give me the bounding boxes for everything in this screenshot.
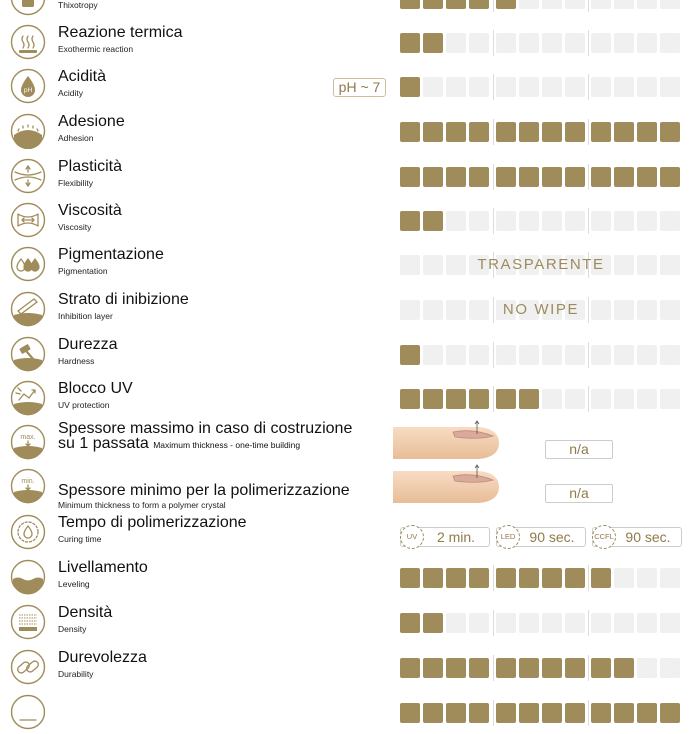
level-segment: [637, 658, 657, 678]
level-segment: [400, 703, 420, 723]
level-segment: [637, 122, 657, 142]
density-icon: [10, 604, 46, 640]
property-title: Blocco UV: [58, 380, 133, 397]
property-subtitle: Flexibility: [58, 178, 93, 188]
property-title: Strato di inibizione: [58, 291, 189, 308]
level-segment: [469, 613, 489, 633]
property-title: Adesione: [58, 113, 125, 130]
level-segment: [496, 0, 516, 9]
level-segment: [542, 345, 562, 365]
level-segment: [469, 122, 489, 142]
level-segment: [519, 211, 539, 231]
fingernail-illustration: [393, 420, 503, 462]
property-value-text: TRASPARENTE: [477, 256, 605, 273]
level-segment: [519, 613, 539, 633]
property-subtitle: Minimum thickness to form a polymer crystal: [58, 500, 226, 510]
level-segment: [469, 568, 489, 588]
property-title: Reazione termica: [58, 24, 183, 41]
group-divider: [588, 565, 589, 591]
group-divider: [588, 119, 589, 145]
level-segment: [565, 389, 585, 409]
property-title: Densità: [58, 604, 113, 621]
group-divider: [588, 208, 589, 234]
property-row-tixotropia: [0, 0, 700, 20]
max-thickness-icon: [10, 424, 46, 460]
level-segment: [423, 211, 443, 231]
group-divider: [493, 342, 494, 368]
level-segment: [446, 122, 466, 142]
level-segment: [469, 33, 489, 53]
level-segment: [542, 77, 562, 97]
property-subtitle: Exothermic reaction: [58, 44, 134, 54]
group-divider: [588, 610, 589, 636]
level-segment: [469, 658, 489, 678]
level-segment: [565, 568, 585, 588]
level-segment: [423, 345, 443, 365]
level-segment: [446, 568, 466, 588]
fingernail-illustration: [393, 464, 503, 506]
level-segment: [660, 389, 680, 409]
group-divider: [588, 386, 589, 412]
level-segment: [400, 345, 420, 365]
level-segment: [542, 211, 562, 231]
level-segment: [614, 77, 634, 97]
curing-time-value: 90 sec.: [529, 529, 575, 545]
level-segment: [614, 122, 634, 142]
level-segment: [469, 211, 489, 231]
level-segment: [565, 658, 585, 678]
property-title: Viscosità: [58, 202, 122, 219]
group-divider: [493, 386, 494, 412]
level-segment: [614, 0, 634, 9]
property-row-plasticita: [0, 154, 700, 198]
level-bar: [400, 568, 682, 588]
level-bar: [400, 300, 682, 320]
level-segment: [542, 0, 562, 9]
level-segment: [519, 703, 539, 723]
level-segment: [469, 703, 489, 723]
level-segment: [400, 211, 420, 231]
level-segment: [637, 0, 657, 9]
level-segment: [469, 389, 489, 409]
level-bar: [400, 0, 682, 9]
level-segment: [542, 167, 562, 187]
level-segment: [637, 211, 657, 231]
lamp-type-badge: LED: [496, 525, 520, 549]
level-segment: [446, 345, 466, 365]
lamp-type-badge: CCFL: [592, 525, 616, 549]
svg-text:max.: max.: [20, 434, 36, 441]
level-segment: [423, 568, 443, 588]
level-segment: [565, 345, 585, 365]
level-segment: [591, 658, 611, 678]
level-segment: [519, 33, 539, 53]
level-segment: [519, 0, 539, 9]
property-subtitle: Density: [58, 624, 87, 634]
level-segment: [660, 658, 680, 678]
leveling-icon: [10, 559, 46, 595]
level-segment: [542, 613, 562, 633]
level-segment: [446, 703, 466, 723]
level-bar: [400, 658, 682, 678]
level-segment: [637, 167, 657, 187]
level-segment: [637, 33, 657, 53]
group-divider: [588, 0, 589, 12]
level-segment: [591, 389, 611, 409]
level-segment: [400, 33, 420, 53]
level-segment: [660, 568, 680, 588]
level-segment: [614, 389, 634, 409]
adhesion-icon: [10, 113, 46, 149]
ph-badge: pH ~ 7: [333, 78, 386, 97]
group-divider: [493, 208, 494, 234]
level-segment: [519, 389, 539, 409]
level-segment: [496, 167, 516, 187]
viscosity-icon: [10, 202, 46, 238]
level-bar: [400, 167, 682, 187]
property-subtitle: Pigmentation: [58, 266, 108, 276]
level-segment: [591, 122, 611, 142]
property-row-spessore-min: [0, 464, 700, 508]
level-segment: [519, 658, 539, 678]
level-segment: [519, 122, 539, 142]
group-divider: [493, 610, 494, 636]
group-divider: [588, 164, 589, 190]
level-segment: [519, 568, 539, 588]
min-thickness-icon: [10, 468, 46, 504]
ph-drop-icon: [10, 68, 46, 104]
property-subtitle: Maximum thickness - one-time building: [153, 440, 301, 450]
flexibility-icon: [10, 158, 46, 194]
property-row-densita: [0, 600, 700, 644]
level-segment: [446, 167, 466, 187]
level-segment: [542, 703, 562, 723]
level-segment: [565, 211, 585, 231]
property-title: Durezza: [58, 336, 118, 353]
property-title: Plasticità: [58, 158, 123, 175]
level-segment: [565, 33, 585, 53]
level-segment: [469, 77, 489, 97]
level-segment: [423, 77, 443, 97]
group-divider: [493, 30, 494, 56]
property-title-text: Spessore massimo in caso di costruzione su 1 passata: [58, 420, 353, 452]
level-segment: [660, 0, 680, 9]
level-segment: [496, 703, 516, 723]
level-segment: [614, 568, 634, 588]
level-segment: [496, 345, 516, 365]
level-segment: [660, 122, 680, 142]
level-segment: [446, 389, 466, 409]
property-row-spessore-max: [0, 420, 700, 464]
level-bar: [400, 77, 682, 97]
level-segment: [565, 613, 585, 633]
property-title: Livellamento: [58, 559, 148, 576]
level-segment: [660, 345, 680, 365]
level-segment: [446, 211, 466, 231]
level-segment: [542, 568, 562, 588]
property-row-livellamento: [0, 555, 700, 599]
level-segment: [496, 658, 516, 678]
level-segment: [400, 122, 420, 142]
level-segment: [423, 703, 443, 723]
level-segment: [637, 703, 657, 723]
property-row-durezza: [0, 332, 700, 376]
level-bar: [400, 33, 682, 53]
level-segment: [496, 33, 516, 53]
level-bar: [400, 345, 682, 365]
group-divider: [493, 164, 494, 190]
property-row-durevolezza: [0, 645, 700, 689]
property-title: Durevolezza: [58, 649, 147, 666]
level-segment: [519, 345, 539, 365]
level-segment: [660, 703, 680, 723]
level-segment: [496, 613, 516, 633]
property-row-uv: [0, 376, 700, 420]
level-segment: [591, 33, 611, 53]
group-divider: [493, 655, 494, 681]
heat-waves-icon: [10, 24, 46, 60]
level-segment: [400, 0, 420, 9]
level-segment: [400, 568, 420, 588]
level-segment: [542, 33, 562, 53]
level-bar: [400, 703, 682, 723]
curing-time-led: [496, 527, 586, 547]
property-subtitle: Hardness: [58, 356, 95, 366]
level-segment: [565, 703, 585, 723]
lamp-type-badge: UV: [400, 525, 424, 549]
property-row-acidita: [0, 64, 700, 108]
level-segment: [637, 345, 657, 365]
property-row-pigmentazione: [0, 242, 700, 286]
level-segment: [542, 389, 562, 409]
property-subtitle: Acidity: [58, 88, 84, 98]
group-divider: [588, 74, 589, 100]
level-segment: [660, 33, 680, 53]
level-segment: [637, 77, 657, 97]
level-segment: [614, 345, 634, 365]
level-segment: [400, 167, 420, 187]
level-segment: [400, 389, 420, 409]
group-divider: [588, 30, 589, 56]
group-divider: [493, 0, 494, 12]
level-segment: [591, 167, 611, 187]
level-bar: [400, 255, 682, 275]
inhibition-layer-icon: [10, 291, 46, 327]
property-title: Tempo di polimerizzazione: [58, 514, 247, 531]
level-segment: [446, 658, 466, 678]
property-row-adesione: [0, 109, 700, 153]
level-segment: [542, 658, 562, 678]
property-subtitle: Viscosity: [58, 222, 92, 232]
level-segment: [519, 77, 539, 97]
level-segment: [496, 389, 516, 409]
level-segment: [614, 658, 634, 678]
curing-time-ccfl: [592, 527, 682, 547]
group-divider: [588, 655, 589, 681]
level-segment: [614, 613, 634, 633]
curing-time-value: 2 min.: [436, 529, 476, 545]
level-segment: [591, 703, 611, 723]
partial-icon: [10, 694, 46, 730]
level-segment: [496, 77, 516, 97]
group-divider: [493, 565, 494, 591]
property-title: Spessore minimo per la polimerizzazione: [58, 482, 350, 499]
level-bar: [400, 122, 682, 142]
level-segment: [469, 0, 489, 9]
property-subtitle: Curing time: [58, 534, 102, 544]
property-value-text: NO WIPE: [502, 301, 580, 318]
curing-time-value: 90 sec.: [625, 529, 671, 545]
level-segment: [400, 613, 420, 633]
level-segment: [591, 77, 611, 97]
property-row-viscosita: [0, 198, 700, 242]
level-segment: [637, 613, 657, 633]
svg-text:min.: min.: [21, 478, 35, 485]
level-segment: [446, 0, 466, 9]
level-segment: [591, 568, 611, 588]
level-segment: [660, 211, 680, 231]
property-row-inibizione: [0, 287, 700, 331]
level-segment: [446, 613, 466, 633]
group-divider: [493, 74, 494, 100]
level-bar: [400, 389, 682, 409]
group-divider: [588, 342, 589, 368]
lock-icon: [10, 0, 46, 16]
level-segment: [565, 77, 585, 97]
level-segment: [446, 77, 466, 97]
svg-text:pH: pH: [23, 87, 33, 94]
level-segment: [637, 568, 657, 588]
level-segment: [423, 33, 443, 53]
level-segment: [614, 33, 634, 53]
property-row-reazione: [0, 20, 700, 64]
level-segment: [591, 613, 611, 633]
uv-shield-icon: [10, 380, 46, 416]
level-segment: [614, 167, 634, 187]
level-segment: [519, 167, 539, 187]
level-segment: [660, 77, 680, 97]
level-segment: [400, 658, 420, 678]
level-segment: [591, 345, 611, 365]
property-subtitle: Thixotropy: [58, 0, 98, 10]
level-segment: [637, 389, 657, 409]
property-title: Pigmentazione: [58, 246, 164, 263]
level-segment: [542, 122, 562, 142]
level-segment: [469, 167, 489, 187]
curing-time-uv: [400, 527, 490, 547]
group-divider: [588, 700, 589, 726]
hammer-icon: [10, 336, 46, 372]
level-segment: [565, 0, 585, 9]
level-segment: [446, 33, 466, 53]
property-title: Acidità: [58, 68, 107, 85]
group-divider: [493, 700, 494, 726]
chain-link-icon: [10, 649, 46, 685]
property-row-ultima: [0, 690, 700, 734]
level-segment: [660, 167, 680, 187]
property-title: [58, 421, 368, 453]
level-segment: [469, 345, 489, 365]
level-segment: [496, 122, 516, 142]
level-segment: [591, 0, 611, 9]
level-segment: [565, 122, 585, 142]
level-segment: [423, 122, 443, 142]
level-segment: [423, 167, 443, 187]
level-segment: [496, 568, 516, 588]
level-bar: [400, 211, 682, 231]
property-subtitle: Inhibition layer: [58, 311, 113, 321]
level-segment: [614, 211, 634, 231]
property-subtitle: Leveling: [58, 579, 90, 589]
pigment-drops-icon: [10, 246, 46, 282]
level-bar: [400, 613, 682, 633]
level-segment: [591, 211, 611, 231]
level-segment: [423, 0, 443, 9]
level-segment: [614, 703, 634, 723]
level-segment: [660, 613, 680, 633]
thickness-value: n/a: [545, 484, 613, 503]
level-segment: [423, 613, 443, 633]
property-subtitle: Adhesion: [58, 133, 94, 143]
level-segment: [423, 658, 443, 678]
property-row-tempo: [0, 510, 700, 554]
property-subtitle: Durability: [58, 669, 94, 679]
group-divider: [493, 119, 494, 145]
level-segment: [496, 211, 516, 231]
property-subtitle: UV protection: [58, 400, 110, 410]
level-segment: [565, 167, 585, 187]
thickness-value: n/a: [545, 440, 613, 459]
curing-clock-icon: [10, 514, 46, 550]
level-segment: [400, 77, 420, 97]
level-segment: [423, 389, 443, 409]
